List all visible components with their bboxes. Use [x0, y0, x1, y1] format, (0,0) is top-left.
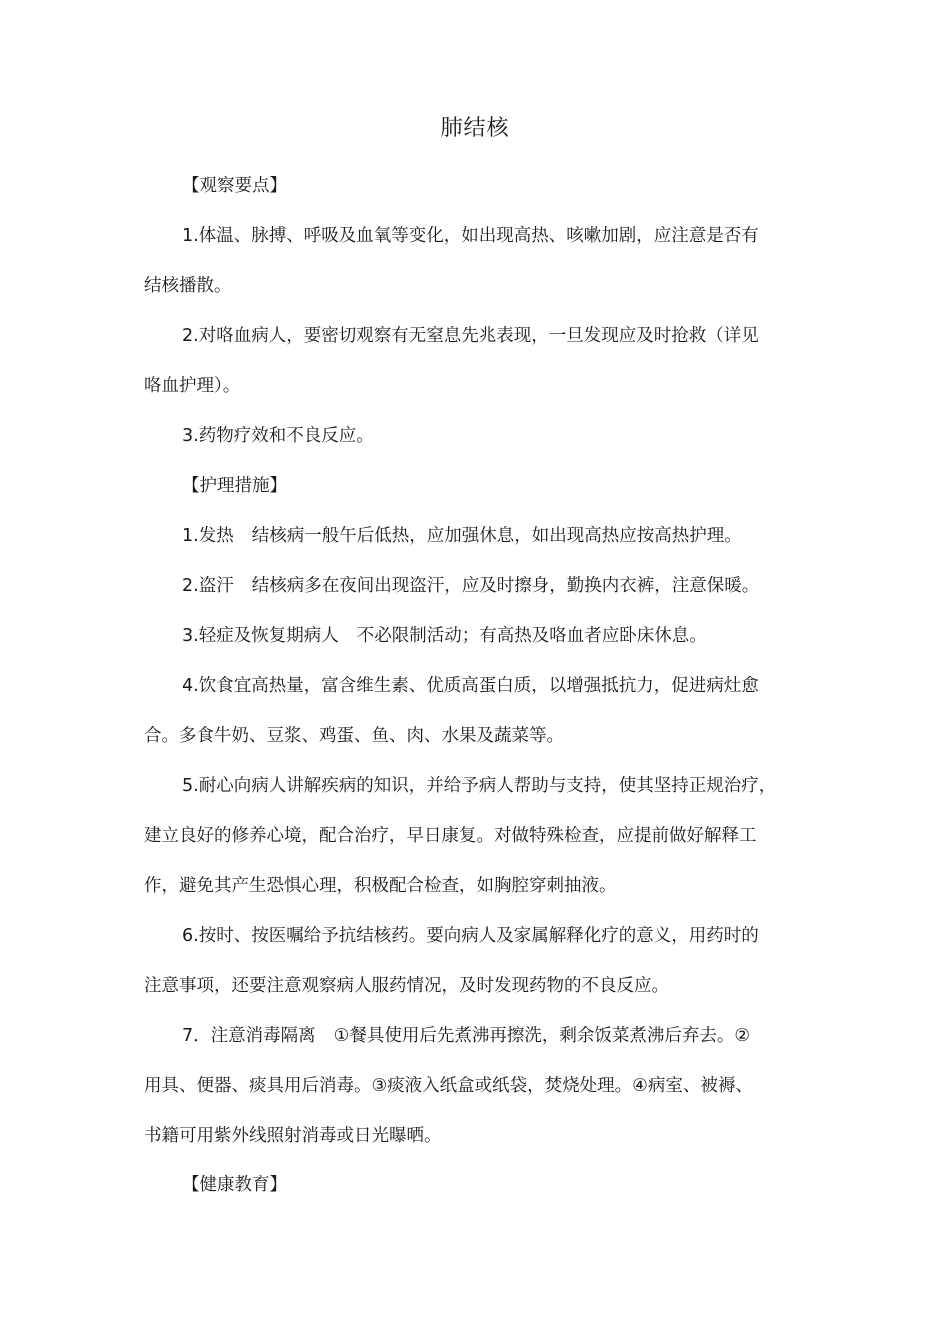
nursing-item-5-line-2: 建立良好的修养心境，配合治疗，早日康复。对做特殊检查，应提前做好解释工: [144, 826, 757, 846]
nursing-item-3: [182, 623, 707, 649]
nursing-heading: 【护理措施】: [182, 476, 287, 496]
nursing-item-7-line-3: 书籍可用紫外线照射消毒或日光曝晒。: [144, 1126, 442, 1146]
nursing-item-7-line-2: 用具、便器、痰具用后消毒。③痰液入纸盒或纸袋，焚烧处理。④病室、被褥、: [144, 1076, 753, 1096]
observation-item-2-line-2: 咯血护理）。: [144, 376, 241, 396]
observation-heading: 【观察要点】: [182, 176, 287, 196]
nursing-item-3-text: 不必限制活动；有高热及咯血者应卧床休息。: [356, 626, 707, 646]
nursing-item-2-label: 2.盗汗: [182, 576, 234, 596]
nursing-item-1: [182, 523, 742, 549]
nursing-item-5-line-3: 作，避免其产生恐惧心理，积极配合检查，如胸腔穿刺抽液。: [144, 876, 617, 896]
nursing-item-1-label: 1.发热: [182, 526, 234, 546]
nursing-item-2: [182, 573, 759, 599]
nursing-item-5-line-1: 5.耐心向病人讲解疾病的知识，并给予病人帮助与支持，使其坚持正规治疗，: [182, 776, 777, 796]
nursing-item-6-line-2: 注意事项，还要注意观察病人服药情况，及时发现药物的不良反应。: [144, 976, 669, 996]
nursing-item-7-label: 7．注意消毒隔离: [182, 1026, 316, 1046]
nursing-item-7-line-1: [182, 1023, 750, 1049]
nursing-item-1-text: 结核病一般午后低热，应加强休息，如出现高热应按高热护理。: [251, 526, 742, 546]
observation-item-3: 3.药物疗效和不良反应。: [182, 426, 374, 446]
nursing-item-4-line-1: 4.饮食宜高热量，富含维生素、优质高蛋白质，以增强抵抗力，促进病灶愈: [182, 676, 759, 696]
nursing-item-2-text: 结核病多在夜间出现盗汗，应及时擦身，勤换内衣裤，注意保暖。: [251, 576, 760, 596]
education-heading: 【健康教育】: [182, 1175, 287, 1195]
nursing-item-3-label: 3.轻症及恢复期病人: [182, 626, 339, 646]
observation-item-2-line-1: 2.对咯血病人，要密切观察有无窒息先兆表现，一旦发现应及时抢救（详见: [182, 326, 759, 346]
nursing-item-4-line-2: 合。多食牛奶、豆浆、鸡蛋、鱼、肉、水果及蔬菜等。: [144, 726, 564, 746]
nursing-item-6-line-1: 6.按时、按医嘱给予抗结核药。要向病人及家属解释化疗的意义，用药时的: [182, 926, 759, 946]
nursing-item-7-text: ①餐具使用后先煮沸再擦洗，剩余饭菜煮沸后弃去。②: [333, 1026, 751, 1046]
observation-item-1-line-2: 结核播散。: [144, 276, 232, 296]
observation-item-1-line-1: 1.体温、脉搏、呼吸及血氧等变化，如出现高热、咳嗽加剧，应注意是否有: [182, 226, 759, 246]
document-title: 肺结核: [440, 116, 510, 141]
